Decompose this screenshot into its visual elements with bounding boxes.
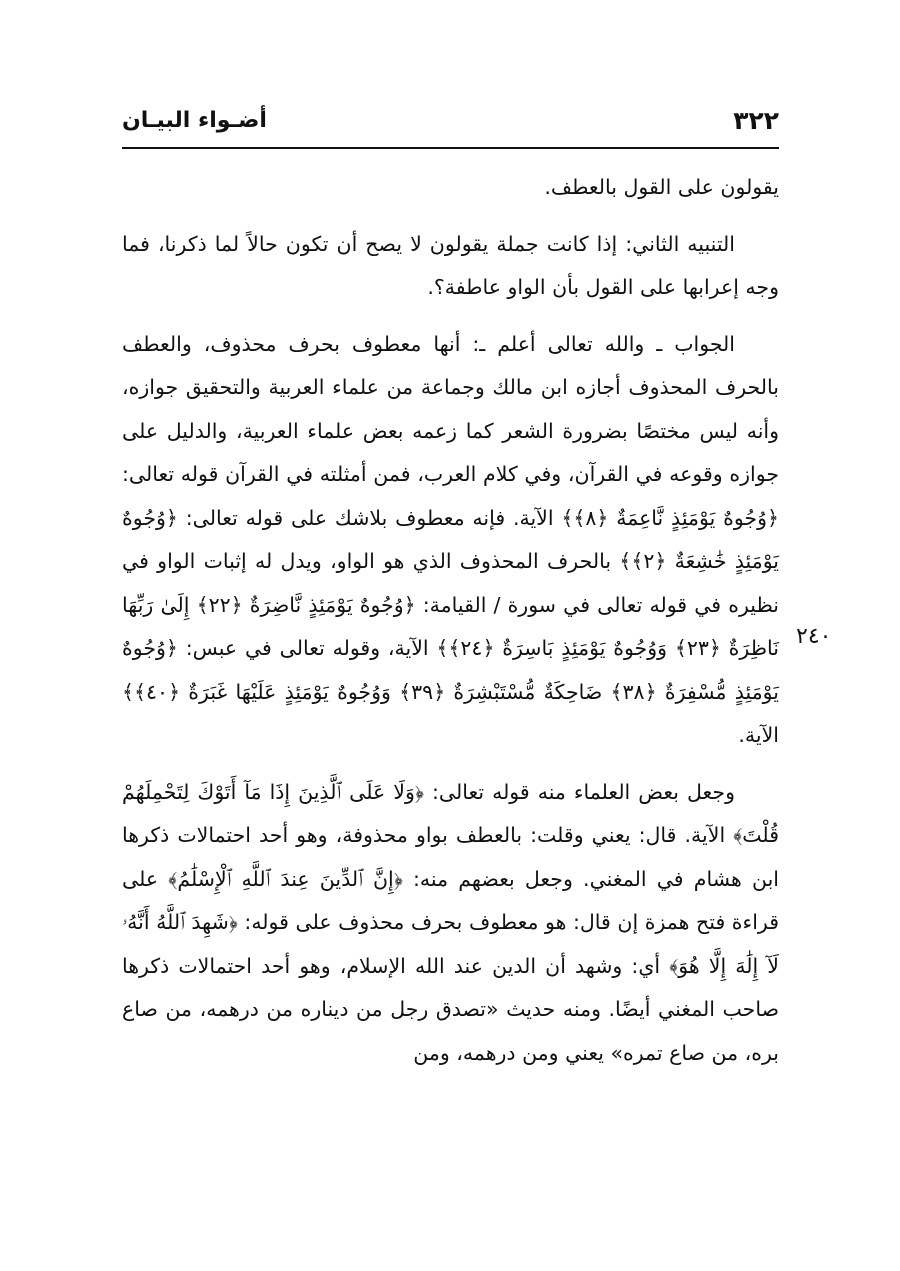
book-title: أضـواء البيـان (122, 108, 267, 133)
paragraph-1: يقولون على القول بالعطف. (544, 175, 779, 199)
page-header (122, 106, 779, 146)
body-text (122, 166, 779, 1075)
paragraph-3: الجواب ـ والله تعالى أعلم ـ: أنها معطوف بحرف محذوف، والعطف بالحرف المحذوف أجازه ابن مالك وجماعة من علماء العربية والتحقيق جوازه، وأنه ليس مختصًا بضرورة الشعر كما زعمه بعض علماء العربية، والدليل على جوازه وقوعه في القرآن، وفي كلام العرب، فمن أمثلته في القرآن قوله تعالى: ﴿وُجُوهٌ يَوْمَئِذٍ نَّاعِمَةٌ ﴿٨﴾﴾ الآية. فإنه معطوف بلاشك على قوله تعالى: ﴿وُجُوهٌ يَوْمَئِذٍ خَٰشِعَةٌ ﴿٢﴾﴾ بالحرف المحذوف الذي هو الواو، ويدل له إثبات الواو في نظيره في قوله تعالى في سورة / القيامة: ﴿وُجُوهٌ يَوْمَئِذٍ نَّاضِرَةٌ ﴿٢٢﴾ إِلَىٰ رَبِّهَا نَاظِرَةٌ ﴿٢٣﴾ وَوُجُوهٌ يَوْمَئِذٍ بَاسِرَةٌ ﴿٢٤﴾﴾ الآية، وقوله تعالى في عبس: ﴿وُجُوهٌ يَوْمَئِذٍ مُّسْفِرَةٌ ﴿٣٨﴾ ضَاحِكَةٌ مُّسْتَبْشِرَةٌ ﴿٣٩﴾ وَوُجُوهٌ يَوْمَئِذٍ عَلَيْهَا غَبَرَةٌ ﴿٤٠﴾﴾ الآية. (122, 331, 780, 747)
paragraph-4: وجعل بعض العلماء منه قوله تعالى: ﴿وَلَا عَلَى ٱلَّذِينَ إِذَا مَآ أَتَوْكَ لِتَحْمِلَهُمْ قُلْتَ﴾ الآية. قال: يعني وقلت: بالعطف بواو محذوفة، وهو أحد احتمالات ذكرها ابن هشام في المغني. وجعل بعضهم منه: ﴿إِنَّ ٱلدِّينَ عِندَ ٱللَّهِ ٱلْإِسْلَٰمُ﴾ على قراءة فتح همزة إن قال: هو معطوف بحرف محذوف على قوله: ﴿شَهِدَ ٱللَّهُ أَنَّهُۥ لَآ إِلَٰهَ إِلَّا هُوَ﴾ أي: وشهد أن الدين عند الله الإسلام، وهو أحد احتمالات ذكرها صاحب المغني أيضًا. ومنه حديث «تصدق رجل من ديناره من درهمه، من صاع بره، من صاع تمره» يعني ومن درهمه، ومن (122, 779, 779, 1065)
margin-page-reference: ٢٤٠ (796, 624, 832, 649)
page-number: ٣٢٢ (733, 106, 779, 135)
header-divider (122, 147, 779, 149)
paragraph-2: التنبيه الثاني: إذا كانت جملة يقولون لا يصح أن تكون حالاً لما ذكرنا، فما وجه إعرابها على القول بأن الواو عاطفة؟. (122, 231, 779, 299)
